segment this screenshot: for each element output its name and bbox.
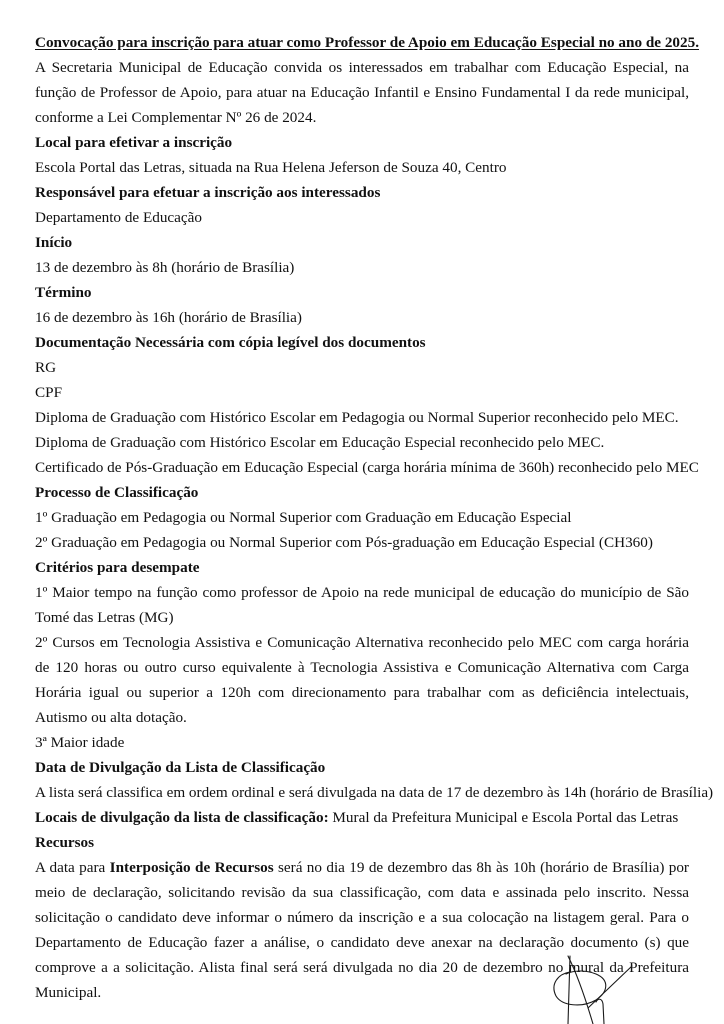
processo-heading: Processo de Classificação [35,484,199,501]
document-page [35,30,714,1005]
divulgacao-heading: Data de Divulgação da Lista de Classificação [35,759,326,776]
handwritten-signature-icon [548,950,668,1024]
document-title: Convocação para inscrição para atuar como Professor de Apoio em Educação Especial no ano de 2025. [35,34,700,51]
criterios-heading: Critérios para desempate [35,559,200,576]
intro-paragraph: A Secretaria Municipal de Educação convida os interessados em trabalhar com Educação Especial, na função de Professor de Apoio, para atuar na Educação Infantil e Ensino Fundamental I da rede municipal, conforme a Lei Complementar Nº 26 de 2024. [35,59,689,126]
local-text: Escola Portal das Letras, situada na Rua Helena Jeferson de Souza 40, Centro [35,159,507,176]
recursos-heading: Recursos [35,834,95,851]
local-heading: Local para efetivar a inscrição [35,134,233,151]
documentacao-item: CPF [35,384,63,401]
termino-heading: Término [35,284,92,301]
criterios-item: 1º Maior tempo na função como professor de Apoio na rede municipal de educação do município de São Tomé das Letras (MG) [35,584,689,626]
divulgacao-text: A lista será classifica em ordem ordinal e será divulgada na data de 17 de dezembro às 14h (horário de Brasília) [35,784,714,801]
criterios-item: 2º Cursos em Tecnologia Assistiva e Comunicação Alternativa reconhecido pelo MEC com carga horária de 120 horas ou outro curso equivalente à Tecnologia Assistiva e Comunicação Alternativa com Carga Horária igual ou superior a 120h com direcionamento para trabalhar com as deficiência intelectuais, Autismo ou alta dotação. [35,634,689,726]
recursos-text-before: A data para [35,859,110,876]
recursos-bold: Interposição de Recursos [109,859,274,876]
inicio-heading: Início [35,234,73,251]
documentacao-item: Diploma de Graduação com Histórico Escolar em Educação Especial reconhecido pelo MEC. [35,434,605,451]
termino-text: 16 de dezembro às 16h (horário de Brasília) [35,309,302,326]
processo-item: 2º Graduação em Pedagogia ou Normal Superior com Pós-graduação em Educação Especial (CH360) [35,534,653,551]
locais-label: Locais de divulgação da lista de classificação: [35,809,329,826]
locais-line [35,805,689,830]
recursos-text-after: será no dia 19 de dezembro das 8h às 10h (horário de Brasília) por meio de declaração, solicitando revisão da sua classificação, com data e assinada pelo inscrito. Nessa solicitação o candidato deve informar o número da inscrição e a sua colocação na listagem geral. Para o Departamento de Educação fazer a análise, o candidato deve anexar na declaração documento (s) que comprove a a solicitação. Alista final será será divulgada no dia 20 de dezembro no mural da Prefeitura Municipal. [35,859,689,1001]
criterios-item: 3ª Maior idade [35,734,125,751]
documentacao-heading: Documentação Necessária com cópia legível dos documentos [35,334,426,351]
processo-item: 1º Graduação em Pedagogia ou Normal Superior com Graduação em Educação Especial [35,509,572,526]
responsavel-text: Departamento de Educação [35,209,202,226]
documentacao-item: Diploma de Graduação com Histórico Escolar em Pedagogia ou Normal Superior reconhecido pelo MEC. [35,409,679,426]
responsavel-heading: Responsável para efetuar a inscrição aos interessados [35,184,381,201]
locais-text: Mural da Prefeitura Municipal e Escola Portal das Letras [328,809,679,826]
documentacao-item: RG [35,359,57,376]
documentacao-item: Certificado de Pós-Graduação em Educação Especial (carga horária mínima de 360h) reconhecido pelo MEC [35,459,699,476]
inicio-text: 13 de dezembro às 8h (horário de Brasília) [35,259,295,276]
